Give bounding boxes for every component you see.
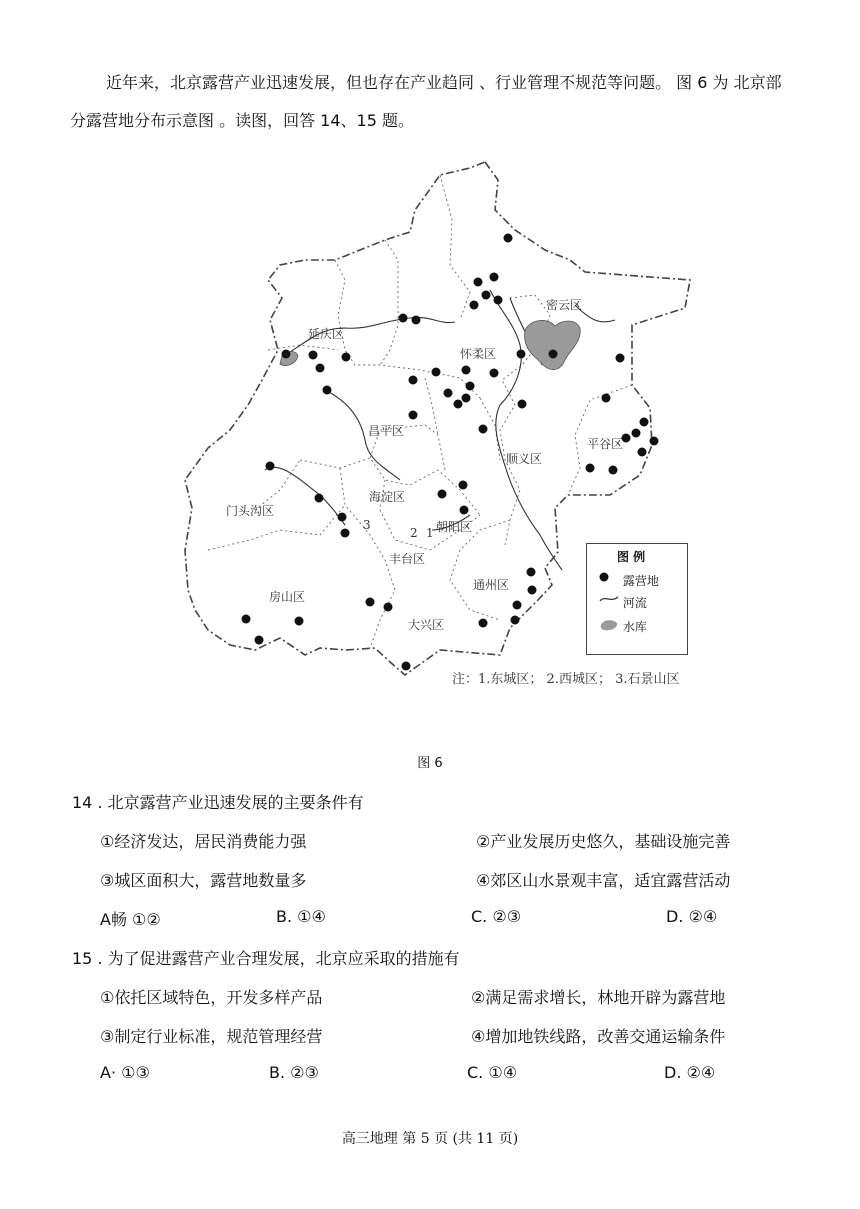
campsite-dot <box>490 369 499 378</box>
q15-choice-a[interactable]: A· ①③ <box>100 1063 150 1082</box>
q15-choice-d[interactable]: D. ②④ <box>664 1063 716 1082</box>
campsite-dot <box>586 464 595 473</box>
campsite-dot <box>527 568 536 577</box>
district-label-fengtai: 丰台区 <box>389 552 426 566</box>
campsite-dot <box>616 354 625 363</box>
campsite-dot <box>309 351 318 360</box>
campsite-dot <box>255 636 264 645</box>
page-footer: 高三地理 第 5 页 (共 11 页) <box>341 1131 519 1147</box>
district-label-shunyi: 顺义区 <box>506 452 543 466</box>
campsite-dot <box>549 350 558 359</box>
map-note: 注：1.东城区； 2.西城区； 3.石景山区 <box>452 672 680 687</box>
campsite-dot <box>342 353 351 362</box>
campsite-dot <box>479 619 488 628</box>
campsite-dot <box>460 506 469 515</box>
legend-title: 图 例 <box>617 550 646 564</box>
campsite-dot <box>470 301 479 310</box>
q14-statement-2: ②产业发展历史悠久，基础设施完善 <box>476 832 731 851</box>
campsite-dot <box>384 603 393 612</box>
q15-statement-4: ④增加地铁线路，改善交通运输条件 <box>471 1027 726 1046</box>
campsite-dot <box>282 350 291 359</box>
district-label-pinggu: 平谷区 <box>587 437 624 451</box>
campsite-dot <box>402 662 411 671</box>
campsite-dot <box>459 481 468 490</box>
beijing-campsite-map <box>170 150 710 710</box>
campsite-dot <box>316 364 325 373</box>
campsite-dot <box>412 316 421 325</box>
question-14-stem: 14 . 北京露营产业迅速发展的主要条件有 <box>72 793 364 812</box>
district-label-changping: 昌平区 <box>368 424 405 438</box>
figure-caption: 图 6 <box>417 756 443 771</box>
campsite-dot <box>399 314 408 323</box>
campsite-dot <box>266 462 275 471</box>
intro-paragraph: 近年来，北京露营产业迅速发展，但也存在产业趋同 、行业管理不规范等问题。 图 6 为 北京部分露营地分布示意图 。读图，回答 14、15 题。 <box>70 73 782 130</box>
campsite-dot <box>494 296 503 305</box>
q14-choice-a[interactable]: A畅 ①② <box>100 910 161 929</box>
campsite-dot <box>338 513 347 522</box>
q14-statement-4: ④郊区山水景观丰富，适宜露营活动 <box>476 871 731 890</box>
legend-row-campsite <box>599 572 659 589</box>
district-label-yanqing: 延庆区 <box>308 327 345 341</box>
district-label-mentougou: 门头沟区 <box>226 504 275 518</box>
campsite-dot <box>638 448 647 457</box>
q15-statement-3: ③制定行业标准，规范管理经营 <box>100 1027 323 1046</box>
campsite-dot <box>462 366 471 375</box>
question-15-stem: 15 . 为了促进露营产业合理发展，北京应采取的措施有 <box>72 949 460 968</box>
campsite-dot <box>650 437 659 446</box>
campsite-dot <box>640 418 649 427</box>
q15-choice-c[interactable]: C. ①④ <box>467 1063 518 1082</box>
campsite-dot <box>482 291 491 300</box>
campsite-dot <box>295 617 304 626</box>
campsite-dot <box>409 376 418 385</box>
campsite-dot <box>466 382 475 391</box>
campsite-dot <box>602 394 611 403</box>
legend-reservoir-label: 水库 <box>622 620 647 634</box>
q14-choice-c[interactable]: C. ②③ <box>471 907 522 926</box>
q15-statement-1: ①依托区域特色，开发多样产品 <box>100 988 323 1007</box>
campsite-dot <box>528 586 537 595</box>
campsite-dot <box>366 598 375 607</box>
district-label-haidian: 海淀区 <box>369 490 406 504</box>
campsite-dot <box>609 466 618 475</box>
campsite-dot <box>511 616 520 625</box>
q14-statement-1: ①经济发达，居民消费能力强 <box>100 832 307 851</box>
campsite-dot <box>504 234 513 243</box>
campsite-dot <box>341 529 350 538</box>
campsite-dot <box>409 411 418 420</box>
legend-row-reservoir <box>599 618 647 635</box>
miyun-reservoir <box>525 320 581 369</box>
map-marker-1: 1 <box>426 526 434 540</box>
campsite-dot <box>444 389 453 398</box>
campsite-dot <box>474 278 483 287</box>
campsite-dot <box>438 490 447 499</box>
map-marker-3: 3 <box>363 518 371 532</box>
campsite-dot <box>632 429 641 438</box>
campsite-dot <box>454 400 463 409</box>
campsite-dot <box>517 350 526 359</box>
campsite-dot <box>479 425 488 434</box>
q15-choice-b[interactable]: B. ②③ <box>269 1063 319 1082</box>
legend-river-label: 河流 <box>622 596 647 610</box>
q15-statement-2: ②满足需求增长，林地开辟为露营地 <box>471 988 726 1007</box>
q14-statement-3: ③城区面积大，露营地数量多 <box>100 871 307 890</box>
legend-row-river <box>599 594 647 611</box>
campsite-dot <box>462 394 471 403</box>
campsite-dot <box>490 273 499 282</box>
map-legend <box>586 543 688 655</box>
district-label-chaoyang: 朝阳区 <box>436 520 473 534</box>
campsite-dot <box>518 400 527 409</box>
q14-choice-d[interactable]: D. ②④ <box>666 907 718 926</box>
legend-campsite-label: 露营地 <box>622 574 659 588</box>
district-label-fangshan: 房山区 <box>269 590 306 604</box>
campsite-dot <box>242 615 251 624</box>
map-marker-2: 2 <box>410 526 418 540</box>
district-label-miyun: 密云区 <box>546 298 583 312</box>
campsite-dot <box>432 368 441 377</box>
district-label-daxing: 大兴区 <box>408 618 445 632</box>
campsite-dot <box>513 601 522 610</box>
district-boundaries <box>208 175 632 648</box>
q14-choice-b[interactable]: B. ①④ <box>276 907 326 926</box>
campsite-dot <box>315 494 324 503</box>
district-label-tongzhou: 通州区 <box>473 578 510 592</box>
district-label-huairou: 怀柔区 <box>460 347 497 361</box>
campsite-dot <box>323 386 332 395</box>
